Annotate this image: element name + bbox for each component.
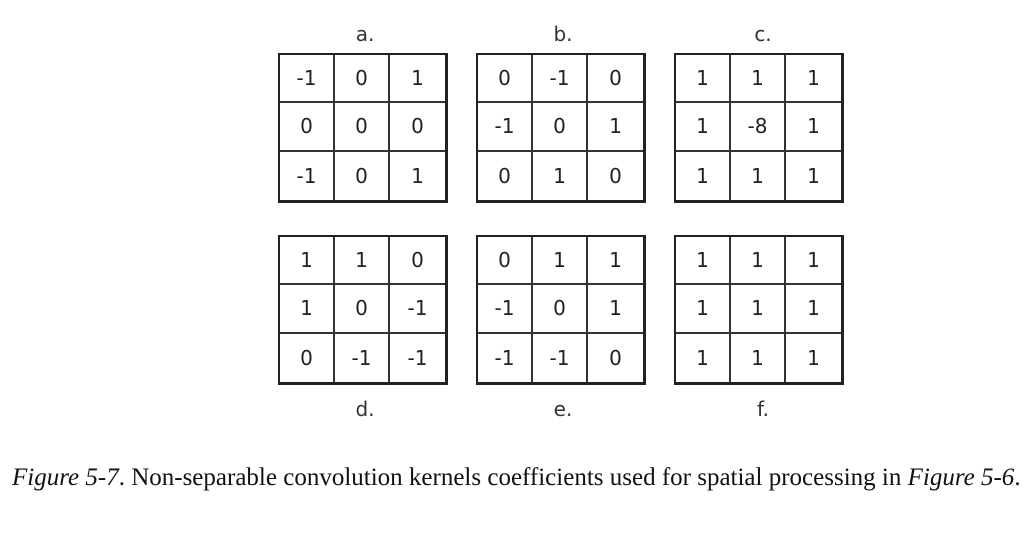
kernel-cell: 0 [478, 152, 533, 200]
kernel-cell: 1 [390, 55, 445, 103]
kernel-cell: 0 [609, 345, 622, 370]
kernel-cell: -1 [390, 285, 445, 333]
kernel-e-grid [476, 235, 646, 385]
kernel-cell: -1 [478, 334, 533, 382]
caption-text-end: . [1014, 464, 1021, 491]
kernel-cell: 1 [786, 55, 841, 103]
kernel-cell: 1 [731, 152, 786, 200]
kernel-cell: 1 [335, 237, 390, 285]
kernel-cell: 0 [390, 237, 445, 285]
kernel-cell: -1 [280, 55, 335, 103]
kernel-cell: -1 [407, 345, 428, 370]
kernel-cell: 1 [676, 55, 731, 103]
kernel-cell: -1 [533, 55, 588, 103]
kernel-cell: 1 [588, 237, 643, 285]
kernel-b-grid [476, 53, 646, 203]
kernel-cell: -1 [533, 334, 588, 382]
kernel-c-grid [674, 53, 844, 203]
kernel-cell: 0 [588, 55, 643, 103]
kernel-d-label: d. [355, 397, 375, 421]
kernel-f-label: f. [757, 397, 769, 421]
caption-text: . Non-separable convolution kernels coefficients used for spatial processing in [118, 464, 908, 491]
kernel-cell: 1 [676, 152, 731, 200]
kernel-cell: -8 [731, 103, 786, 151]
figure-caption [12, 462, 1028, 494]
kernel-cell: 1 [731, 237, 786, 285]
figure-reference: Figure 5-7 [12, 464, 119, 491]
kernel-cell: 0 [390, 103, 445, 151]
inline-figure-reference: Figure 5-6 [907, 464, 1015, 491]
kernel-c-label: c. [754, 22, 772, 46]
kernel-cell: 1 [676, 334, 731, 382]
kernel-a-grid [278, 53, 448, 203]
kernel-b-label: b. [553, 22, 573, 46]
kernel-cell: -1 [478, 285, 533, 333]
kernel-cell: 0 [478, 237, 533, 285]
kernel-cell: 1 [786, 285, 841, 333]
kernel-cell: 0 [533, 285, 588, 333]
kernel-cell: 0 [280, 103, 335, 151]
kernel-cell: 1 [786, 237, 841, 285]
kernel-e-label: e. [553, 397, 573, 421]
kernel-cell: 1 [280, 285, 335, 333]
kernel-cell: 1 [280, 237, 335, 285]
kernel-cell: 0 [533, 103, 588, 151]
kernel-cell: 1 [676, 285, 731, 333]
kernel-cell: 0 [335, 55, 390, 103]
kernel-f-grid [674, 235, 844, 385]
kernel-cell: 1 [533, 237, 588, 285]
kernel-cell: 1 [731, 55, 786, 103]
kernel-cell: -1 [478, 103, 533, 151]
kernel-cell: 1 [786, 103, 841, 151]
kernel-cell: 0 [280, 334, 335, 382]
kernel-a-label: a. [355, 22, 375, 46]
kernel-cell: 0 [335, 103, 390, 151]
kernel-cell: 1 [676, 103, 731, 151]
kernel-cell: 1 [731, 285, 786, 333]
kernel-cell: 0 [478, 55, 533, 103]
kernel-cell: 1 [533, 152, 588, 200]
kernel-cell: 0 [609, 163, 622, 188]
kernel-cell: 1 [807, 345, 820, 370]
kernel-cell: 1 [731, 334, 786, 382]
kernel-cell: 1 [588, 285, 643, 333]
kernel-cell: 1 [588, 103, 643, 151]
kernel-cell: -1 [280, 152, 335, 200]
kernel-cell: -1 [335, 334, 390, 382]
kernel-cell: 1 [807, 163, 820, 188]
kernel-cell: 1 [411, 163, 424, 188]
kernel-cell: 0 [335, 152, 390, 200]
kernel-cell: 1 [676, 237, 731, 285]
kernel-cell: 0 [335, 285, 390, 333]
kernel-d-grid [278, 235, 448, 385]
